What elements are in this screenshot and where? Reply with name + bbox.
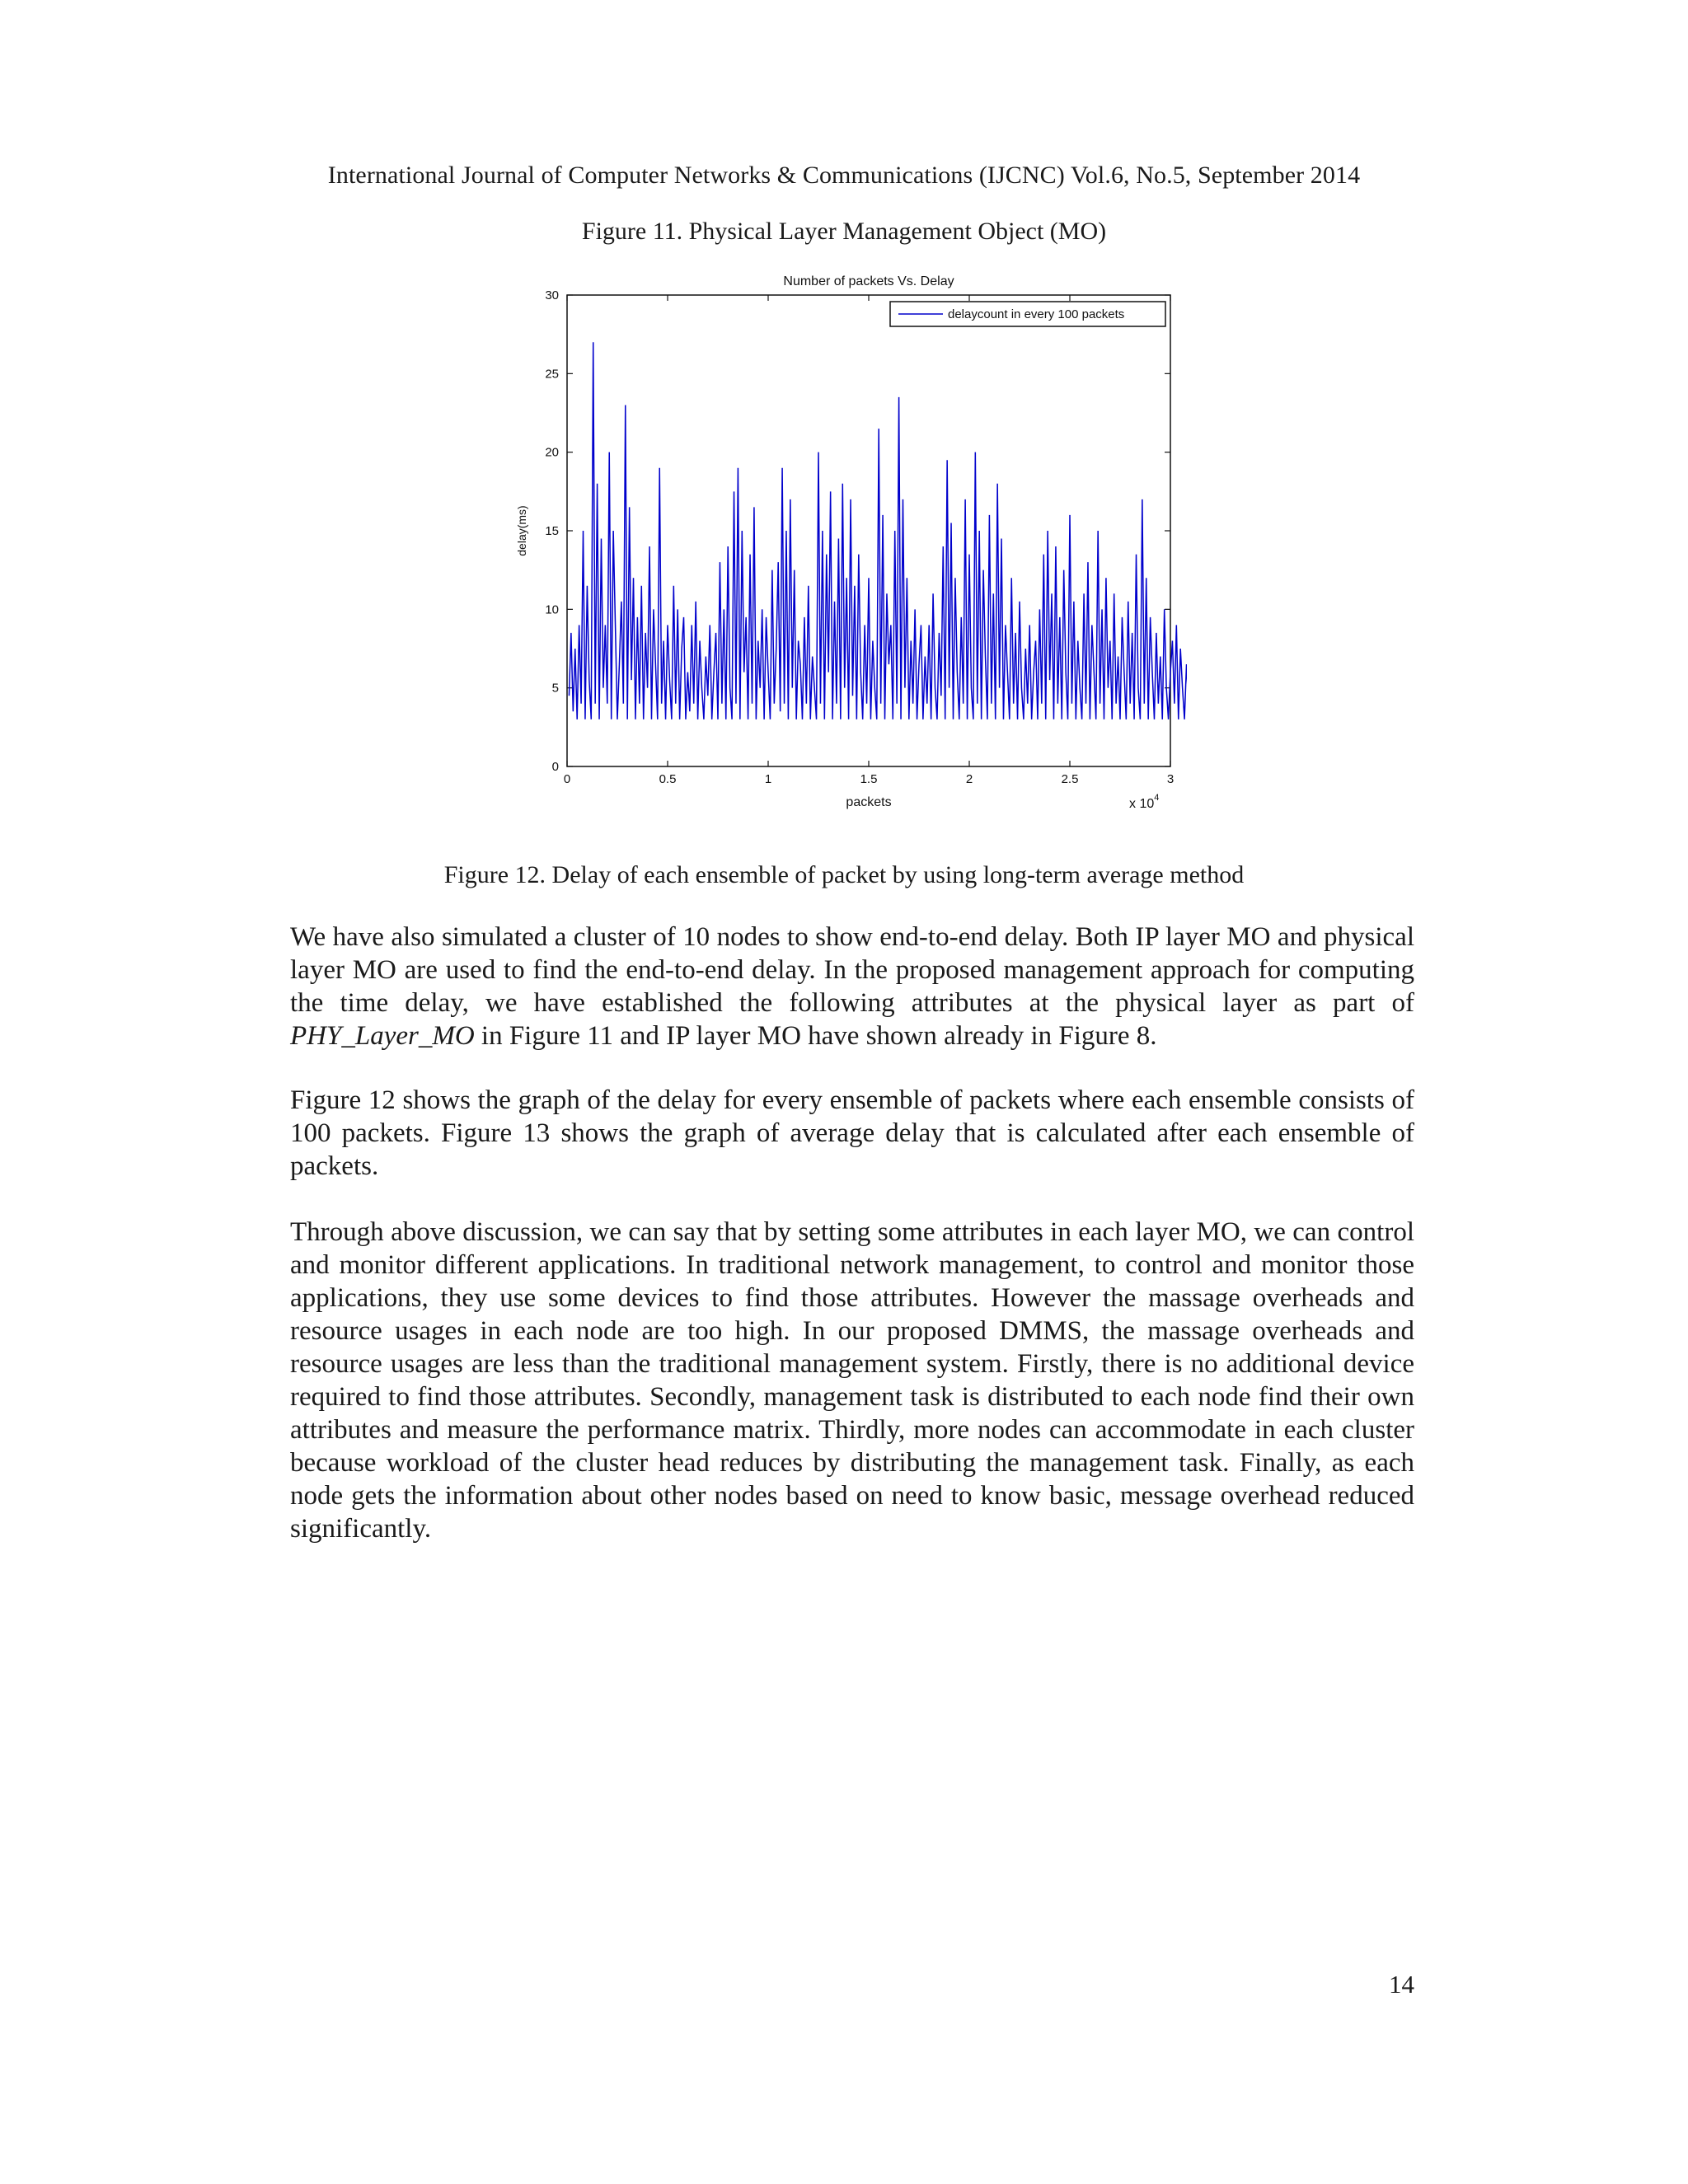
- delay-line-chart: [495, 262, 1187, 823]
- x-tick-label: 1.5: [860, 772, 878, 786]
- y-tick-label: 0: [551, 760, 559, 774]
- x-tick-label: 2.5: [1061, 772, 1079, 786]
- y-tick-label: 15: [545, 524, 559, 538]
- journal-header: International Journal of Computer Networks & Communications (IJCNC) Vol.6, No.5, September 2014: [327, 162, 1361, 189]
- y-tick-label: 20: [545, 445, 559, 460]
- chart-legend: [890, 302, 1165, 326]
- x-tick-label: 3: [1166, 772, 1175, 786]
- phy-layer-mo-term: PHY_Layer_MO: [290, 1021, 475, 1051]
- y-tick-label: 30: [545, 288, 559, 302]
- figure-12-caption: Figure 12. Delay of each ensemble of packet by using long-term average method: [443, 861, 1245, 888]
- x-tick-label: 1: [764, 772, 772, 786]
- paragraph-1-text-b: in Figure 11 and IP layer MO have shown already in Figure 8.: [474, 1021, 1157, 1051]
- y-axis-label: delay(ms): [515, 505, 528, 556]
- chart-title: Number of packets Vs. Delay: [783, 274, 954, 288]
- x-tick-label: 0.5: [659, 772, 677, 786]
- series-line-delaycount: [569, 342, 1187, 719]
- paragraph-discussion: Through above discussion, we can say that by setting some attributes in each layer MO, we can control and monitor different applications. In traditional network management, to control and monitor those applications, they use some devices to find those attributes. However the massage overheads and resource usages in each node are too high. In our proposed DMMS, the massage overheads and resource usages are less than the traditional management system. Firstly, there is no additional device required to find those attributes. Secondly, management task is distributed to each node find their own attributes and measure the performance matrix. Thirdly, more nodes can accommodate in each cluster because workload of the cluster head reduces by distributing the management task. Finally, as each node gets the information about other nodes based on need to know basic, message overhead reduced significantly.: [290, 1217, 1414, 1544]
- x-axis-multiplier: [1129, 793, 1159, 811]
- paragraph-end-to-end-delay: [290, 921, 1414, 1052]
- x-axis-label: packets: [846, 795, 892, 809]
- y-tick-label: 5: [551, 681, 559, 696]
- x-tick-label: 0: [563, 772, 571, 786]
- paragraph-1-text-a: We have also simulated a cluster of 10 nodes to show end-to-end delay. Both IP layer MO and physical layer MO are used to find the end-to-end delay. In the proposed management approach for computing the time delay, we have established the following attributes at the physical layer as part of: [290, 922, 1414, 1018]
- paragraph-figure-12-description: Figure 12 shows the graph of the delay for every ensemble of packets where each ensemble consists of 100 packets. Figure 13 shows the graph of average delay that is calculated after each ensemble of packets.: [290, 1085, 1414, 1181]
- page-number: 14: [1389, 1970, 1414, 1999]
- x-multiplier-base: x 10: [1129, 797, 1155, 811]
- x-tick-label: 2: [965, 772, 973, 786]
- figure-11-caption: Figure 11. Physical Layer Management Object (MO): [581, 218, 1107, 245]
- y-tick-label: 25: [545, 367, 559, 382]
- y-tick-label: 10: [545, 602, 559, 617]
- x-multiplier-exponent: 4: [1154, 793, 1160, 803]
- legend-label: delaycount in every 100 packets: [948, 307, 1125, 321]
